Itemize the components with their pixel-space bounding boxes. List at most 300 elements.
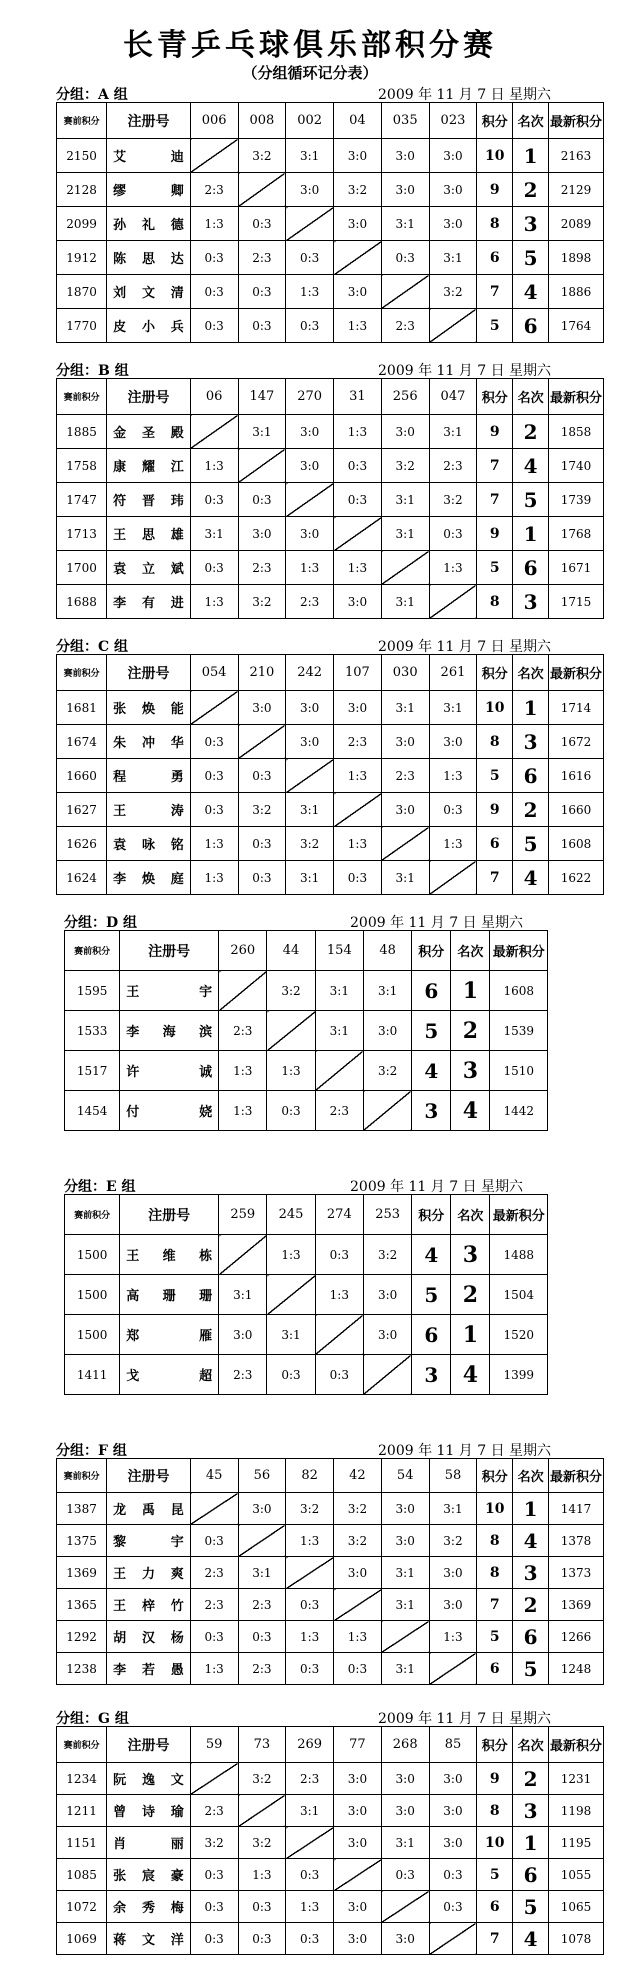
player-row	[57, 207, 604, 241]
player-row	[57, 793, 604, 827]
rank-value: 1	[513, 1827, 549, 1859]
diagonal-cell	[381, 827, 429, 861]
header-opponent-id: 006	[190, 103, 238, 139]
header-points: 积分	[412, 931, 451, 971]
match-score: 0:3	[381, 241, 429, 275]
player-row	[57, 139, 604, 173]
pre-rating: 1660	[57, 759, 107, 793]
points-value: 3	[412, 1091, 451, 1131]
match-score: 3:0	[334, 585, 382, 619]
points-value: 5	[477, 1621, 513, 1653]
new-rating: 1488	[490, 1235, 548, 1275]
match-score: 3:0	[363, 1011, 411, 1051]
rank-value: 6	[513, 759, 549, 793]
table-header-row	[57, 1727, 604, 1763]
player-name: 郑雁	[120, 1315, 219, 1355]
header-opponent-id: 261	[429, 655, 477, 691]
header-opponent-id: 008	[238, 103, 286, 139]
match-score: 2:3	[190, 1557, 238, 1589]
match-score: 0:3	[190, 1859, 238, 1891]
page-subtitle: （分组循环记分表）	[242, 64, 378, 82]
player-row	[57, 1653, 604, 1685]
diagonal-cell	[334, 517, 382, 551]
pre-rating: 1627	[57, 793, 107, 827]
match-score: 3:0	[238, 517, 286, 551]
points-value: 7	[477, 275, 513, 309]
diagonal-cell	[190, 139, 238, 173]
group-header	[56, 1438, 604, 1458]
new-rating: 1065	[549, 1891, 604, 1923]
match-score: 3:0	[334, 207, 382, 241]
diagonal-cell	[219, 1235, 267, 1275]
match-score: 3:1	[315, 1011, 363, 1051]
match-score: 3:0	[334, 1763, 382, 1795]
match-score: 1:3	[267, 1235, 315, 1275]
match-score: 3:1	[286, 861, 334, 895]
player-row	[65, 1355, 548, 1395]
match-score: 3:1	[429, 241, 477, 275]
points-value: 10	[477, 1493, 513, 1525]
header-opponent-id: 58	[429, 1459, 477, 1493]
points-value: 9	[477, 1763, 513, 1795]
pre-rating: 2150	[57, 139, 107, 173]
new-rating: 1715	[549, 585, 604, 619]
header-opponent-id: 268	[381, 1727, 429, 1763]
header-opponent-id: 035	[381, 103, 429, 139]
match-score: 3:1	[381, 207, 429, 241]
header-opponent-id: 245	[267, 1195, 315, 1235]
points-value: 7	[477, 1923, 513, 1955]
match-score: 1:3	[334, 551, 382, 585]
header-opponent-id: 259	[219, 1195, 267, 1235]
player-row	[65, 1051, 548, 1091]
match-score: 2:3	[238, 1653, 286, 1685]
header-opponent-id: 274	[315, 1195, 363, 1235]
new-rating: 1195	[549, 1827, 604, 1859]
new-rating: 1768	[549, 517, 604, 551]
header-reg-no: 注册号	[107, 379, 191, 415]
match-score: 3:1	[381, 1557, 429, 1589]
match-score: 3:0	[219, 1315, 267, 1355]
player-row	[65, 1091, 548, 1131]
points-value: 5	[412, 1011, 451, 1051]
group-label: 分组：B 组	[56, 363, 129, 379]
match-score: 3:0	[381, 1763, 429, 1795]
player-row	[57, 551, 604, 585]
match-score: 1:3	[429, 551, 477, 585]
header-new-rating: 最新积分	[490, 1195, 548, 1235]
match-score: 3:0	[381, 1923, 429, 1955]
player-name: 李若愚	[107, 1653, 191, 1685]
score-table	[64, 1194, 548, 1395]
table-header-row	[57, 655, 604, 691]
score-table	[56, 378, 604, 619]
header-pre-rating: 赛前积分	[65, 931, 120, 971]
pre-rating: 1747	[57, 483, 107, 517]
header-rank: 名次	[513, 1727, 549, 1763]
match-score: 3:1	[238, 415, 286, 449]
header-new-rating: 最新积分	[549, 1459, 604, 1493]
match-score: 3:0	[381, 793, 429, 827]
diagonal-cell	[190, 1493, 238, 1525]
header-new-rating: 最新积分	[549, 1727, 604, 1763]
match-score: 0:3	[334, 1653, 382, 1685]
new-rating: 1858	[549, 415, 604, 449]
table-header-row	[57, 379, 604, 415]
match-score: 3:2	[429, 1525, 477, 1557]
match-score: 3:0	[429, 1827, 477, 1859]
match-score: 3:0	[429, 139, 477, 173]
match-score: 0:3	[334, 449, 382, 483]
header-opponent-id: 107	[334, 655, 382, 691]
match-score: 0:3	[381, 1859, 429, 1891]
points-value: 9	[477, 415, 513, 449]
match-score: 2:3	[219, 1355, 267, 1395]
diagonal-cell	[381, 1891, 429, 1923]
pre-rating: 1688	[57, 585, 107, 619]
match-score: 1:3	[334, 415, 382, 449]
header-new-rating: 最新积分	[490, 931, 548, 971]
match-score: 1:3	[315, 1275, 363, 1315]
match-score: 2:3	[334, 725, 382, 759]
header-opponent-id: 210	[238, 655, 286, 691]
new-rating: 1764	[549, 309, 604, 343]
rank-value: 1	[451, 971, 490, 1011]
header-opponent-id: 56	[238, 1459, 286, 1493]
player-row	[57, 1763, 604, 1795]
match-score: 3:0	[429, 725, 477, 759]
header-reg-no: 注册号	[107, 1459, 191, 1493]
group-block	[56, 82, 604, 338]
header-pre-rating: 赛前积分	[57, 1727, 107, 1763]
match-score: 2:3	[238, 1589, 286, 1621]
match-score: 3:2	[286, 1493, 334, 1525]
match-score: 3:0	[334, 691, 382, 725]
new-rating: 2163	[549, 139, 604, 173]
header-pre-rating: 赛前积分	[57, 1459, 107, 1493]
match-score: 1:3	[219, 1091, 267, 1131]
new-rating: 1898	[549, 241, 604, 275]
score-table	[64, 930, 548, 1131]
rank-value: 3	[513, 1795, 549, 1827]
new-rating: 1078	[549, 1923, 604, 1955]
match-score: 2:3	[429, 449, 477, 483]
points-value: 6	[412, 971, 451, 1011]
player-name: 皮小兵	[107, 309, 191, 343]
score-table	[56, 1458, 604, 1685]
player-name: 袁咏铭	[107, 827, 191, 861]
pre-rating: 1369	[57, 1557, 107, 1589]
group-header	[56, 1706, 604, 1726]
group-date: 2009 年 11 月 7 日 星期六	[378, 1443, 552, 1459]
pre-rating: 1500	[65, 1315, 120, 1355]
match-score: 1:3	[286, 275, 334, 309]
match-score: 1:3	[286, 1525, 334, 1557]
group-block	[56, 1706, 604, 1951]
player-row	[65, 1011, 548, 1051]
rank-value: 5	[513, 827, 549, 861]
new-rating: 1622	[549, 861, 604, 895]
match-score: 3:0	[381, 1493, 429, 1525]
match-score: 3:1	[381, 483, 429, 517]
match-score: 0:3	[429, 1859, 477, 1891]
rank-value: 3	[513, 585, 549, 619]
diagonal-cell	[315, 1315, 363, 1355]
points-value: 4	[412, 1235, 451, 1275]
player-name: 孙礼德	[107, 207, 191, 241]
match-score: 1:3	[334, 1621, 382, 1653]
rank-value: 4	[513, 1923, 549, 1955]
match-score: 3:0	[334, 139, 382, 173]
points-value: 8	[477, 1557, 513, 1589]
pre-rating: 1151	[57, 1827, 107, 1859]
pre-rating: 1085	[57, 1859, 107, 1891]
header-opponent-id: 256	[381, 379, 429, 415]
points-value: 8	[477, 585, 513, 619]
group-header	[56, 82, 604, 102]
new-rating: 1417	[549, 1493, 604, 1525]
match-score: 3:2	[334, 1493, 382, 1525]
match-score: 3:0	[286, 691, 334, 725]
match-score: 0:3	[190, 793, 238, 827]
match-score: 3:0	[286, 449, 334, 483]
new-rating: 1520	[490, 1315, 548, 1355]
match-score: 3:0	[334, 1923, 382, 1955]
match-score: 2:3	[219, 1011, 267, 1051]
player-name: 付娆	[120, 1091, 219, 1131]
diagonal-cell	[286, 759, 334, 793]
match-score: 3:2	[334, 173, 382, 207]
diagonal-cell	[238, 449, 286, 483]
match-score: 0:3	[190, 759, 238, 793]
match-score: 0:3	[267, 1091, 315, 1131]
rank-value: 4	[513, 275, 549, 309]
player-name: 程勇	[107, 759, 191, 793]
match-score: 3:0	[381, 1525, 429, 1557]
group-header	[56, 358, 604, 378]
rank-value: 2	[513, 173, 549, 207]
points-value: 5	[477, 551, 513, 585]
diagonal-cell	[286, 207, 334, 241]
match-score: 1:3	[190, 1653, 238, 1685]
player-row	[65, 1235, 548, 1275]
header-rank: 名次	[513, 379, 549, 415]
match-score: 0:3	[238, 275, 286, 309]
match-score: 0:3	[238, 1923, 286, 1955]
header-opponent-id: 147	[238, 379, 286, 415]
match-score: 3:0	[363, 1315, 411, 1355]
header-opponent-id: 047	[429, 379, 477, 415]
player-name: 龙禹昆	[107, 1493, 191, 1525]
points-value: 10	[477, 139, 513, 173]
player-name: 王力爽	[107, 1557, 191, 1589]
header-pre-rating: 赛前积分	[57, 379, 107, 415]
points-value: 5	[477, 759, 513, 793]
group-label: 分组：E 组	[64, 1179, 136, 1195]
match-score: 1:3	[334, 827, 382, 861]
pre-rating: 1411	[65, 1355, 120, 1395]
player-row	[57, 275, 604, 309]
match-score: 0:3	[238, 1621, 286, 1653]
match-score: 1:3	[190, 449, 238, 483]
player-row	[57, 309, 604, 343]
diagonal-cell	[429, 585, 477, 619]
header-opponent-id: 002	[286, 103, 334, 139]
player-row	[57, 725, 604, 759]
player-name: 李焕庭	[107, 861, 191, 895]
pre-rating: 1500	[65, 1275, 120, 1315]
match-score: 0:3	[267, 1355, 315, 1395]
match-score: 0:3	[238, 309, 286, 343]
header-opponent-id: 85	[429, 1727, 477, 1763]
pre-rating: 1770	[57, 309, 107, 343]
match-score: 3:0	[429, 1589, 477, 1621]
new-rating: 1886	[549, 275, 604, 309]
points-value: 6	[477, 827, 513, 861]
pre-rating: 1758	[57, 449, 107, 483]
rank-value: 2	[513, 1589, 549, 1621]
points-value: 5	[477, 1859, 513, 1891]
match-score: 3:0	[286, 415, 334, 449]
new-rating: 1055	[549, 1859, 604, 1891]
match-score: 1:3	[334, 759, 382, 793]
match-score: 2:3	[286, 585, 334, 619]
player-name: 艾迪	[107, 139, 191, 173]
match-score: 0:3	[315, 1355, 363, 1395]
header-reg-no: 注册号	[107, 103, 191, 139]
player-row	[57, 517, 604, 551]
player-name: 王涛	[107, 793, 191, 827]
match-score: 2:3	[238, 241, 286, 275]
group-header	[64, 910, 548, 930]
rank-value: 5	[513, 241, 549, 275]
new-rating: 1539	[490, 1011, 548, 1051]
match-score: 3:1	[267, 1315, 315, 1355]
pre-rating: 1595	[65, 971, 120, 1011]
match-score: 0:3	[190, 551, 238, 585]
player-row	[57, 483, 604, 517]
player-row	[57, 1923, 604, 1955]
match-score: 0:3	[238, 759, 286, 793]
header-reg-no: 注册号	[107, 1727, 191, 1763]
player-name: 胡汉杨	[107, 1621, 191, 1653]
match-score: 3:1	[286, 1795, 334, 1827]
match-score: 3:2	[238, 1827, 286, 1859]
match-score: 3:1	[219, 1275, 267, 1315]
match-score: 3:1	[190, 517, 238, 551]
player-row	[57, 1827, 604, 1859]
match-score: 1:3	[429, 1621, 477, 1653]
rank-value: 2	[513, 1763, 549, 1795]
diagonal-cell	[381, 275, 429, 309]
header-new-rating: 最新积分	[549, 655, 604, 691]
match-score: 2:3	[190, 1795, 238, 1827]
player-name: 缪卿	[107, 173, 191, 207]
group-label: 分组：G 组	[56, 1711, 129, 1727]
page-title: 长青乒乓球俱乐部积分赛	[123, 28, 497, 63]
match-score: 3:1	[429, 691, 477, 725]
match-score: 0:3	[190, 1923, 238, 1955]
diagonal-cell	[363, 1091, 411, 1131]
new-rating: 1660	[549, 793, 604, 827]
new-rating: 1378	[549, 1525, 604, 1557]
group-date: 2009 年 11 月 7 日 星期六	[378, 363, 552, 379]
rank-value: 2	[513, 415, 549, 449]
rank-value: 3	[513, 207, 549, 241]
points-value: 9	[477, 173, 513, 207]
group-block	[64, 910, 548, 1124]
player-row	[65, 971, 548, 1011]
points-value: 5	[412, 1275, 451, 1315]
match-score: 3:0	[363, 1275, 411, 1315]
diagonal-cell	[429, 861, 477, 895]
match-score: 3:1	[381, 861, 429, 895]
match-score: 1:3	[190, 827, 238, 861]
match-score: 0:3	[190, 1525, 238, 1557]
match-score: 1:3	[190, 861, 238, 895]
header-opponent-id: 73	[238, 1727, 286, 1763]
match-score: 0:3	[286, 241, 334, 275]
pre-rating: 1681	[57, 691, 107, 725]
rank-value: 4	[451, 1355, 490, 1395]
match-score: 3:0	[381, 139, 429, 173]
points-value: 6	[477, 1653, 513, 1685]
match-score: 3:2	[267, 971, 315, 1011]
header-points: 积分	[412, 1195, 451, 1235]
header-rank: 名次	[513, 655, 549, 691]
rank-value: 3	[513, 725, 549, 759]
header-rank: 名次	[513, 103, 549, 139]
group-block	[56, 634, 604, 890]
match-score: 3:0	[334, 1557, 382, 1589]
rank-value: 6	[513, 1621, 549, 1653]
match-score: 0:3	[334, 483, 382, 517]
match-score: 2:3	[190, 173, 238, 207]
diagonal-cell	[286, 1827, 334, 1859]
match-score: 3:1	[381, 1653, 429, 1685]
header-points: 积分	[477, 379, 513, 415]
table-header-row	[57, 103, 604, 139]
group-date: 2009 年 11 月 7 日 星期六	[378, 1711, 552, 1727]
match-score: 0:3	[429, 517, 477, 551]
group-date: 2009 年 11 月 7 日 星期六	[378, 639, 552, 655]
player-name: 肖丽	[107, 1827, 191, 1859]
group-label: 分组：F 组	[56, 1443, 127, 1459]
points-value: 6	[412, 1315, 451, 1355]
header-rank: 名次	[451, 1195, 490, 1235]
player-name: 金圣殿	[107, 415, 191, 449]
diagonal-cell	[190, 1763, 238, 1795]
match-score: 2:3	[381, 309, 429, 343]
match-score: 2:3	[286, 1763, 334, 1795]
points-value: 7	[477, 861, 513, 895]
pre-rating: 1069	[57, 1923, 107, 1955]
new-rating: 1373	[549, 1557, 604, 1589]
group-header	[56, 634, 604, 654]
new-rating: 1231	[549, 1763, 604, 1795]
match-score: 2:3	[190, 1589, 238, 1621]
rank-value: 5	[513, 1891, 549, 1923]
header-rank: 名次	[451, 931, 490, 971]
player-name: 符晋玮	[107, 483, 191, 517]
match-score: 3:0	[334, 1891, 382, 1923]
match-score: 3:1	[363, 971, 411, 1011]
match-score: 3:2	[238, 139, 286, 173]
match-score: 3:1	[381, 691, 429, 725]
pre-rating: 1533	[65, 1011, 120, 1051]
match-score: 3:1	[429, 1493, 477, 1525]
player-row	[57, 585, 604, 619]
